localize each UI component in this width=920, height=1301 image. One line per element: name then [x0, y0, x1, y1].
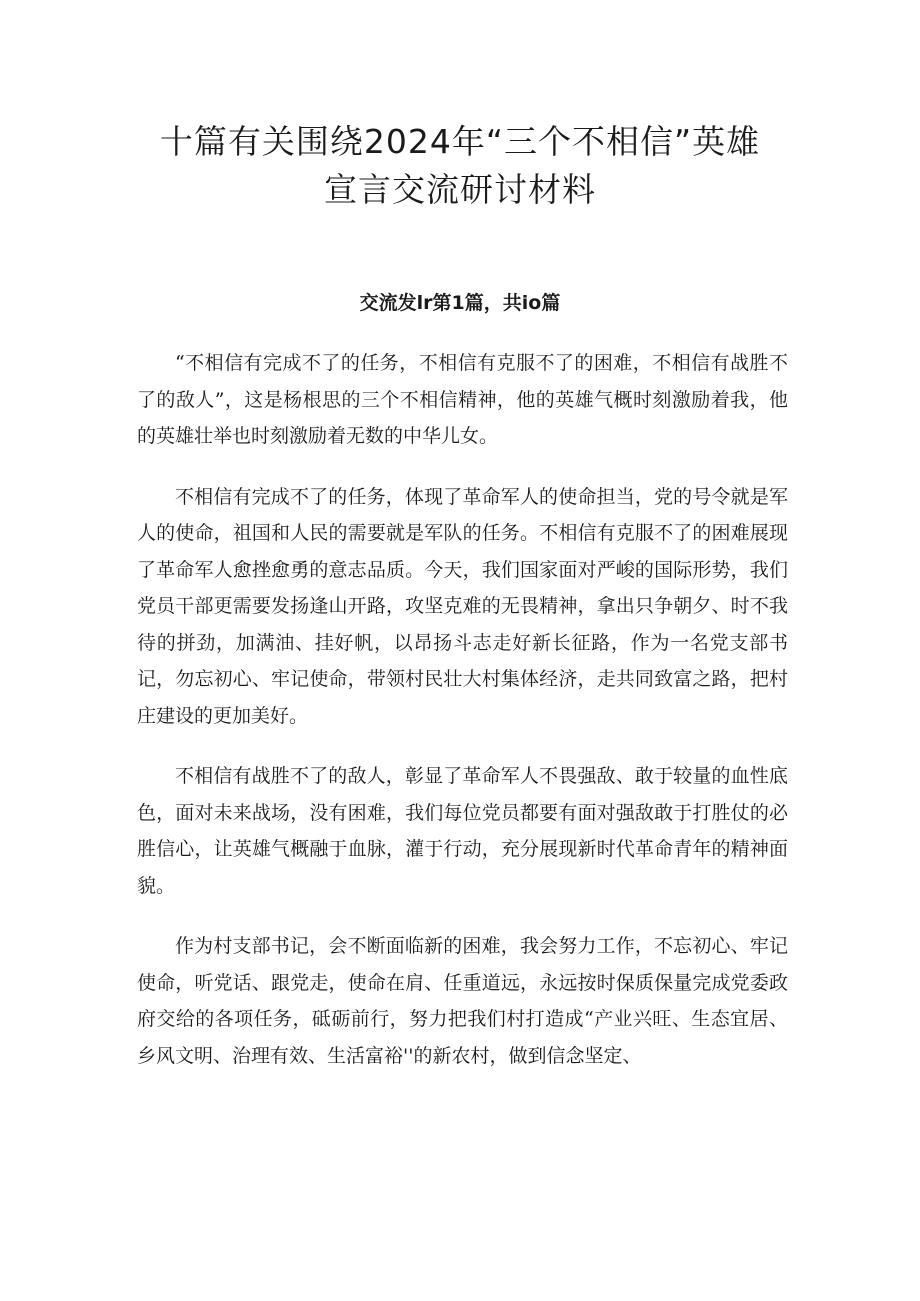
- section-heading: 交流发lr第1篇，共io篇: [359, 292, 561, 314]
- paragraph-1: “不相信有完成不了的任务，不相信有克服不了的困难，不相信有战胜不了的敌人”，这是杨根思的三个不相信精神，他的英雄气概时刻激励着我，他的英雄壮举也时刻激励着无数的中华儿女。: [137, 352, 788, 447]
- paragraph-4: 作为村支部书记，会不断面临新的困难，我会努力工作，不忘初心、牢记使命，听党话、跟党走，使命在肩、任重道远，永远按时保质保量完成党委政府交给的各项任务，砥砺前行，努力把我们村打造成“产业兴旺、生态宜居、乡风文明、治理有效、生活富裕''的新农村，做到信念坚定、: [137, 935, 788, 1067]
- paragraph-2: 不相信有完成不了的任务，体现了革命军人的使命担当，党的号令就是军人的使命，祖国和人民的需要就是军队的任务。不相信有克服不了的困难展现了革命军人愈挫愈勇的意志品质。今天，我们国家面对严峻的国际形势，我们党员干部更需要发扬逢山开路，攻坚克难的无畏精神，拿出只争朝夕、时不我待的拼劲，加满油、挂好帆，以昂扬斗志走好新长征路，作为一名党支部书记，勿忘初心、牢记使命，带领村民壮大村集体经济，走共同致富之路，把村庄建设的更加美好。: [137, 485, 788, 727]
- title-line-2: 宣言交流研讨材料: [324, 170, 596, 209]
- paragraph-3: 不相信有战胜不了的敌人，彰显了革命军人不畏强敌、敢于较量的血性底色，面对未来战场，没有困难，我们每位党员都要有面对强敌敢于打胜仗的必胜信心，让英雄气概融于血脉，灌于行动，充分展现新时代革命青年的精神面貌。: [137, 765, 788, 897]
- title-line-1: 十篇有关围绕2024年“三个不相信”英雄: [159, 122, 761, 161]
- document-title: [100, 118, 820, 214]
- document-body: [137, 345, 788, 1098]
